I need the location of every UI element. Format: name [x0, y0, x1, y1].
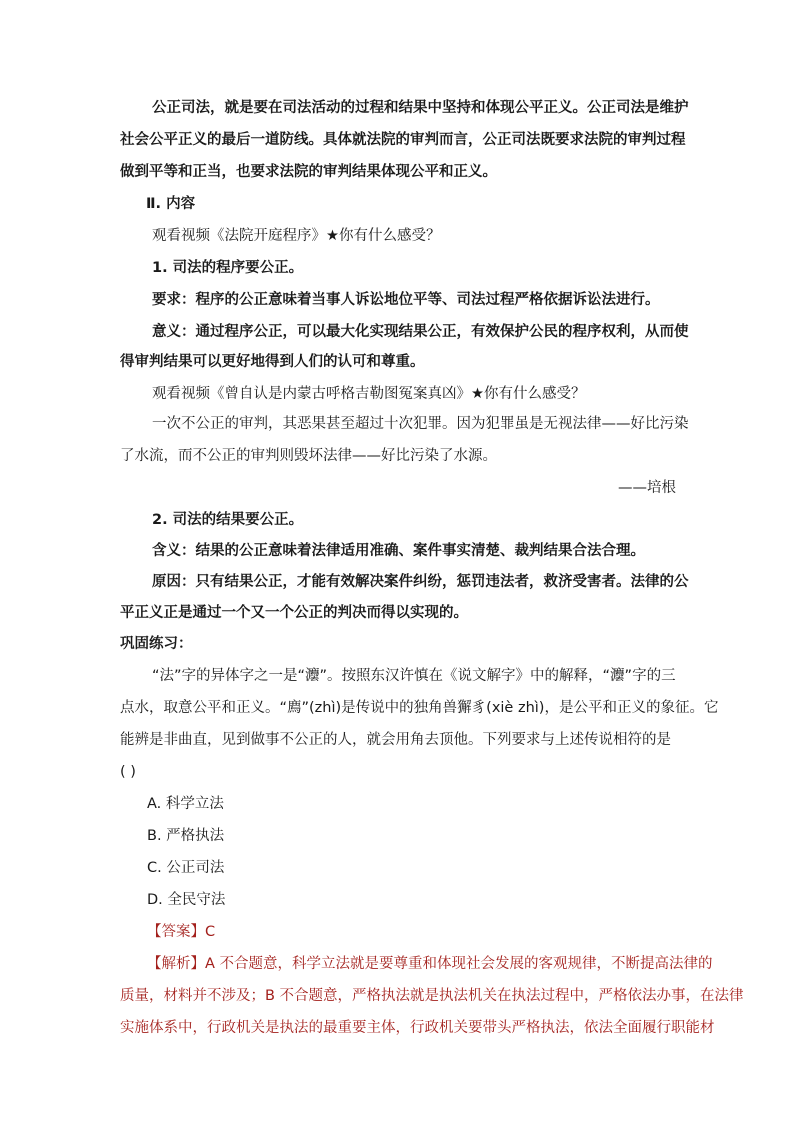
point-2-reason-line-1: 原因：只有结果公正，才能有效解决案件纠纷，惩罚违法者，救济受害者。法律的公 — [152, 574, 689, 590]
exercise-heading: 巩固练习： — [120, 636, 193, 652]
point-2-title: 2. 司法的结果要公正。 — [152, 512, 304, 528]
answer-line: 【答案】C — [147, 924, 216, 940]
section-heading: Ⅱ. 内容 — [146, 196, 196, 212]
question-answer-blank: ( ) — [120, 764, 136, 780]
point-1-meaning-line-2: 得审判结果可以更好地得到人们的认可和尊重。 — [120, 354, 425, 370]
video-1-prompt: 观看视频《法院开庭程序》★你有什么感受？ — [152, 228, 441, 244]
point-1-requirement: 要求：程序的公正意味着当事人诉讼地位平等、司法过程严格依据诉讼法进行。 — [152, 292, 660, 308]
point-2-reason-line-2: 平正义正是通过一个又一个公正的判决而得以实现的。 — [120, 605, 468, 621]
point-2-meaning: 含义：结果的公正意味着法律适用准确、案件事实清楚、裁判结果合法合理。 — [152, 543, 645, 559]
question-line-3: 能辨是非曲直，见到做事不公正的人，就会用角去顶他。下列要求与上述传说相符的是 — [120, 732, 671, 748]
point-1-title: 1. 司法的程序要公正。 — [152, 260, 304, 276]
quote-line-1: 一次不公正的审判，其恶果甚至超过十次犯罪。因为犯罪虽是无视法律——好比污染 — [152, 416, 689, 432]
analysis-line-1: 【解析】A 不合题意，科学立法就是要尊重和体现社会发展的客观规律，不断提高法律的 — [147, 956, 713, 972]
option-a: A. 科学立法 — [147, 796, 224, 812]
intro-paragraph-line-3: 做到平等和正当，也要求法院的审判结果体现公平和正义。 — [120, 164, 497, 180]
point-1-meaning-line-1: 意义：通过程序公正，可以最大化实现结果公正，有效保护公民的程序权利，从而使 — [152, 324, 689, 340]
intro-paragraph-line-2: 社会公平正义的最后一道防线。具体就法院的审判而言，公正司法既要求法院的审判过程 — [120, 132, 686, 148]
option-b: B. 严格执法 — [147, 828, 225, 844]
video-2-prompt: 观看视频《曾自认是内蒙古呼格吉勒图冤案真凶》★你有什么感受？ — [152, 386, 586, 402]
analysis-line-2: 质量，材料并不涉及；B 不合题意，严格执法就是执法机关在执法过程中，严格依法办事，在法律 — [120, 988, 744, 1004]
intro-paragraph-line-1: 公正司法，就是要在司法活动的过程和结果中坚持和体现公平正义。公正司法是维护 — [152, 100, 689, 116]
option-c: C. 公正司法 — [147, 860, 225, 876]
question-line-2: 点水，取意公平和正义。“廌”(zhì)是传说中的独角兽獬豸(xiè zhì)，是公平和正义的象征。它 — [120, 700, 719, 716]
analysis-line-3: 实施体系中，行政机关是执法的最重要主体，行政机关要带头严格执法，依法全面履行职能材 — [120, 1020, 715, 1036]
question-line-1: “法”字的异体字之一是“灋”。按照东汉许慎在《说文解字》中的解释，“灋”字的三 — [152, 668, 676, 684]
option-d: D. 全民守法 — [147, 892, 226, 908]
quote-line-2: 了水流，而不公正的审判则毁坏法律——好比污染了水源。 — [120, 448, 497, 464]
quote-author: ——培根 — [618, 480, 676, 496]
